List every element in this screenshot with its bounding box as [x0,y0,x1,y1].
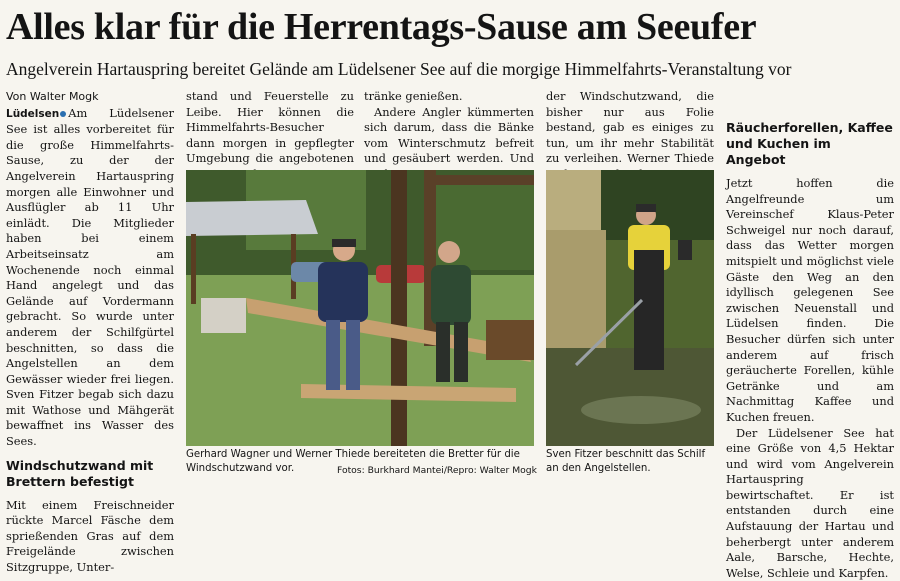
article-column-3 [364,89,534,183]
dateline: Lüdelsen [6,108,59,120]
paragraph-see-info: Der Lüdelsener See hat eine Größe von 4,5 Hektar und wird vom Angelverein Hartauspring bewirtschaftet. Er ist entstanden durch eine Aufstauung der Hartau und beherbergt unter anderem Aale, Barsche, Hechte, Welse, Schleie und Karpfen. [726,426,894,581]
photo-schilf-illustration [546,170,714,446]
subheadline: Angelverein Hartauspring bereitet Gelände am Lüdelsener See auf die morgige Himmelfahrts-Veranstaltung vor [6,58,896,80]
article-column-2 [186,89,354,183]
photo-windschutzwand-illustration [186,170,534,446]
dateline-dot-icon [60,111,66,117]
paragraph-baenke: Andere Angler kümmerten sich darum, dass die Bänke vom Winterschmutz befreit und gesäubert werden. Und [364,105,534,183]
paragraph-getraenke: tränke genießen. [364,89,534,105]
photo-schilf-caption: Sven Fitzer beschnitt das Schilf an den Angelstellen. [546,448,714,476]
subheading-raeucherforellen: Räucherforellen, Kaffee und Kuchen im Angebot [726,120,894,168]
paragraph-hoffnung: Jetzt hoffen die Angelfreunde um Vereinschef Klaus-Peter Schweigel nur noch darauf, dass das Wetter morgen mitspielt und möglichst viele Gäste den Weg an den idyllisch gelegenen See zwischen Neuenstall und Lüdelsen finden. Die Besucher dürfen sich unter anderem auf frisch geräucherte Forellen, kühle Getränke und am Nachmittag Kaffee und Kuchen freuen. [726,176,894,426]
headline: Alles klar für die Herrentags-Sause am Seeufer [6,4,896,50]
author-line: Von Walter Mogk [6,89,174,105]
lead-paragraph [6,106,174,450]
paragraph-windschutzwand: der Windschutzwand, die bisher nur aus Folie bestand, gab es einiges zu tun, um ihr mehr Stabilität zu verleihen. Werner Thiede [546,89,714,229]
subheading-windschutzwand: Windschutzwand mit Brettern befestigt [6,458,174,490]
article-column-5 [726,89,894,581]
photo-credit: Fotos: Burkhard Mantei/Repro: Walter Mogk [337,465,537,477]
paragraph-unterstand: stand und Feuerstelle zu Leibe. Hier können die Himmelfahrts-Besucher dann morgen in gepflegter Umgebung die angebotenen [186,89,354,183]
photo-schilf [546,170,714,446]
lead-text: Am Lüdelsener See ist alles vorbereitet für die große Himmelfahrts-Sause, zu der der Angelverein Hartauspring morgen alle Einwohner und Ausflügler ab 11 Uhr einlädt. Die Mitglieder haben bei einem Arbeitseinsatz am Wochenende noch einmal Hand angelegt und das Gelände auf Vordermann gebracht. So wurde unter anderem der Schilfgürtel beschnitten, so dass die Angelstellen an dem Gewässer wieder frei liegen. Sven Fitzer begab sich dazu mit Wathose und Mähgerät bewaffnet ins Wasser des Sees. [6,106,174,448]
article-column-1 [6,89,174,576]
photo-windschutzwand [186,170,534,446]
paragraph-freischneider: Mit einem Freischneider rückte Marcel Fäsche dem sprießenden Gras auf dem Freigelände zwischen Sitzgruppe, Unter- [6,498,174,576]
photo-windschutzwand-caption: Gerhard Wagner und Werner Thiede bereiteten die Bretter für die Windschutzwand vor. [186,448,526,476]
